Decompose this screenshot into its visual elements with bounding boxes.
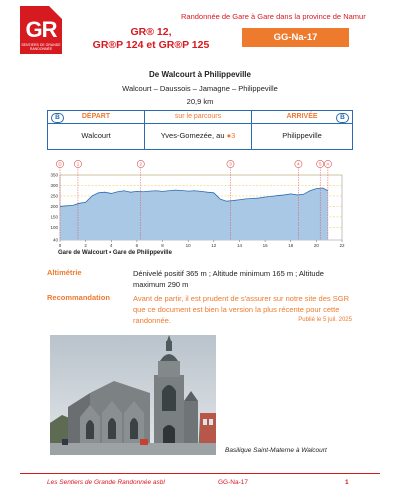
gr-logo [20, 6, 62, 54]
arrivee-column [252, 111, 352, 149]
parcours-text: Yves-Gomezée, au [160, 131, 225, 140]
y-tick-label: 100 [50, 224, 58, 230]
waypoint-label: A [326, 161, 330, 167]
logo-text: GR [25, 17, 57, 42]
profile-caption: Gare de Walcourt • Gare de Philippeville [58, 250, 172, 256]
y-tick-label: 350 [50, 172, 58, 178]
route-via: Walcourt – Daussois – Jamagne – Philippeville [122, 84, 278, 93]
published-date: Publié le 5 juil. 2025 [298, 317, 352, 323]
y-tick-label: 300 [50, 182, 58, 188]
logo-subtitle: SENTIERS DE GRANDE RANDONNÉE [21, 43, 61, 51]
photo-caption: Basilique Saint-Materne à Walcourt [225, 447, 327, 454]
x-tick-label: 6 [135, 243, 139, 248]
arrivee-value: Philippeville [282, 131, 322, 140]
parcours-value [145, 131, 251, 140]
altimetrie-text: Dénivelé positif 365 m ; Altitude minimum 165 m ; Altitude maximum 290 m [133, 269, 324, 289]
y-tick-label: 150 [50, 214, 58, 220]
footer-code: GG-Na-17 [218, 479, 248, 486]
x-tick-label: 8 [161, 243, 164, 248]
x-tick-label: 2 [84, 243, 87, 248]
route-distance: 20,9 km [186, 97, 214, 106]
depart-header [48, 111, 144, 124]
waypoint-dot-icon: ● [226, 131, 232, 140]
x-tick-label: 20 [313, 243, 319, 248]
waypoint-label: D [58, 161, 62, 167]
arrivee-label: ARRIVÉE [286, 113, 318, 120]
x-tick-label: 18 [288, 243, 294, 248]
depart-column [48, 111, 145, 149]
elevation-profile-chart [40, 157, 360, 257]
parcours-label: sur le parcours [174, 113, 222, 120]
x-tick-label: 16 [262, 243, 268, 248]
x-tick-label: 10 [185, 243, 191, 248]
parcours-column [145, 111, 252, 149]
parcours-header [145, 111, 251, 124]
x-tick-label: 12 [211, 243, 217, 248]
altimetrie-label: Altimétrie [47, 268, 82, 277]
y-tick-label: 200 [50, 203, 58, 209]
basilica-illustration [50, 335, 216, 455]
waypoint-label: 5 [318, 161, 322, 167]
route-title: De Walcourt à Philippeville [149, 70, 251, 79]
basilica-photo [50, 335, 216, 455]
waypoint-label: 1 [76, 161, 80, 167]
bus-badge-icon: B [51, 113, 64, 123]
page-number: 1 [345, 479, 349, 486]
depart-label: DÉPART [81, 113, 111, 120]
footer-divider [20, 473, 380, 474]
waypoint-label: 3 [229, 161, 232, 167]
x-tick-label: 0 [58, 243, 62, 248]
parcours-waypoint-number: 3 [231, 131, 236, 140]
x-tick-label: 22 [339, 243, 345, 248]
waypoint-label: 4 [297, 161, 300, 167]
waypoint-label: 2 [139, 161, 143, 167]
recommandation-label: Recommandation [47, 293, 110, 302]
arrivee-header [252, 111, 352, 124]
x-tick-label: 14 [236, 243, 242, 248]
recommandation-text: Avant de partir, il est prudent de s'assurer sur notre site des SGR que ce document est bien la version la plus récente pour cette randonnée. [133, 294, 349, 325]
elevation-area [60, 188, 328, 240]
footer-organisation: Les Sentiers de Grande Randonnée asbl [47, 479, 165, 486]
gr-line-1: GR® 12, [130, 26, 172, 38]
start-end-table [47, 110, 353, 150]
y-tick-label: 250 [50, 193, 58, 199]
y-tick-label: 40 [52, 237, 58, 243]
depart-value: Walcourt [81, 131, 111, 140]
header-title: Randonnée de Gare à Gare dans la province de Namur [181, 12, 366, 21]
gr-route-title [70, 26, 232, 52]
route-code-badge: GG-Na-17 [242, 28, 349, 47]
x-tick-label: 4 [110, 243, 113, 248]
bus-badge-icon: B [336, 113, 349, 123]
gr-line-2: GR®P 124 et GR®P 125 [92, 39, 210, 51]
